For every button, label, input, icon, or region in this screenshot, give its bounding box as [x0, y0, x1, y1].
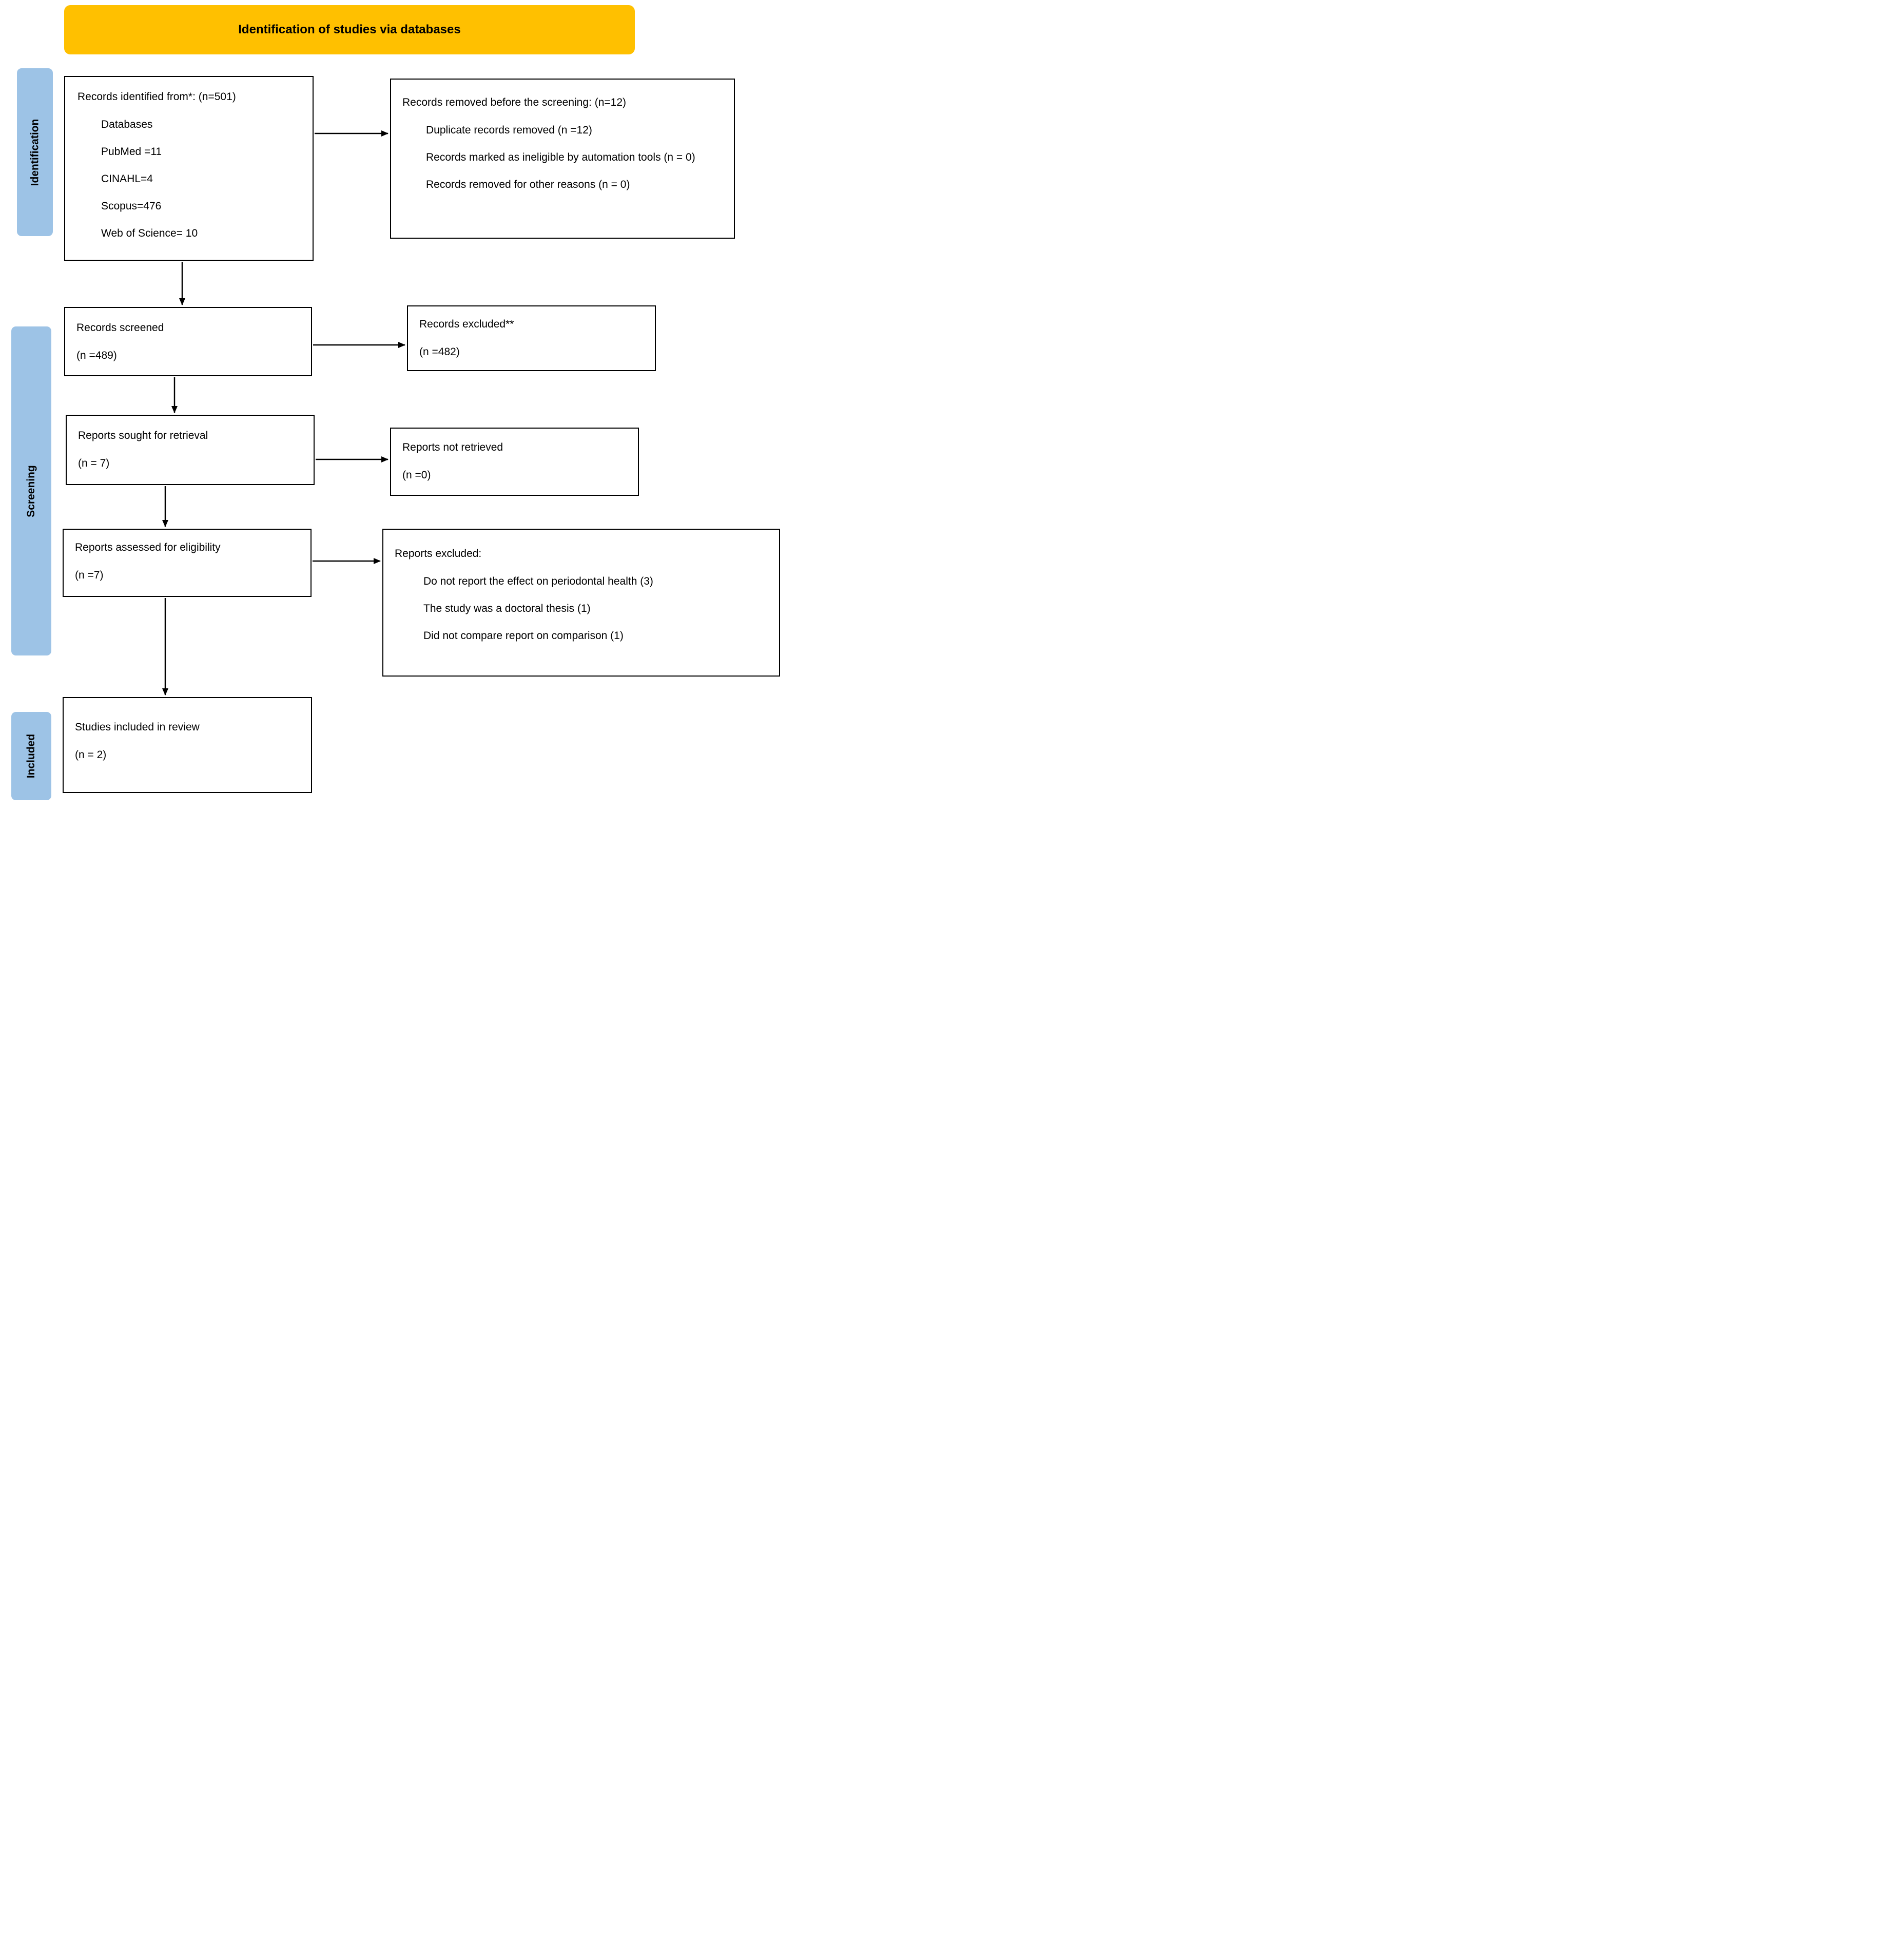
reports-assessed-count: (n =7)	[75, 569, 104, 581]
box-records-excluded	[407, 305, 656, 371]
stage-label-identification	[17, 68, 53, 236]
reports-excluded-item: Do not report the effect on periodontal health (3)	[423, 575, 653, 587]
records-screened-count: (n =489)	[76, 350, 117, 361]
records-identified-item: PubMed =11	[101, 146, 162, 158]
studies-included-count: (n = 2)	[75, 749, 107, 761]
box-reports-not-retrieved	[390, 428, 639, 496]
stage-label-included	[11, 712, 51, 800]
reports-not-retrieved-count: (n =0)	[402, 469, 431, 481]
stage-label-included-text: Included	[25, 734, 37, 779]
stage-label-identification-text: Identification	[29, 119, 41, 186]
studies-included-title: Studies included in review	[75, 721, 200, 733]
box-records-screened	[64, 307, 312, 376]
records-identified-item: CINAHL=4	[101, 173, 153, 185]
records-excluded-title: Records excluded**	[419, 318, 514, 330]
box-reports-assessed	[63, 529, 312, 597]
reports-excluded-title: Reports excluded:	[395, 548, 482, 559]
records-removed-item: Records removed for other reasons (n = 0)	[426, 179, 630, 190]
records-removed-title: Records removed before the screening: (n=12)	[402, 97, 626, 108]
records-identified-title: Records identified from*: (n=501)	[77, 91, 236, 103]
box-studies-included	[63, 697, 312, 793]
reports-assessed-title: Reports assessed for eligibility	[75, 542, 221, 553]
reports-sought-title: Reports sought for retrieval	[78, 430, 208, 441]
box-records-removed	[390, 79, 735, 239]
reports-excluded-item: The study was a doctoral thesis (1)	[423, 603, 591, 614]
box-records-identified	[64, 76, 314, 261]
records-identified-item: Databases	[101, 119, 153, 130]
diagram-title-banner	[64, 5, 635, 54]
reports-excluded-item: Did not compare report on comparison (1)	[423, 630, 624, 642]
records-identified-item: Web of Science= 10	[101, 227, 198, 239]
box-reports-sought	[66, 415, 315, 485]
records-excluded-count: (n =482)	[419, 346, 460, 358]
records-screened-title: Records screened	[76, 322, 164, 334]
reports-not-retrieved-title: Reports not retrieved	[402, 441, 503, 453]
box-reports-excluded	[382, 529, 780, 677]
diagram-title: Identification of studies via databases	[238, 23, 461, 36]
records-removed-item: Records marked as ineligible by automation tools (n = 0)	[426, 151, 695, 163]
records-removed-item: Duplicate records removed (n =12)	[426, 124, 592, 136]
stage-label-screening	[11, 326, 51, 655]
prisma-flow-diagram	[0, 0, 780, 808]
reports-sought-count: (n = 7)	[78, 457, 110, 469]
records-identified-item: Scopus=476	[101, 200, 162, 212]
stage-label-screening-text: Screening	[25, 465, 37, 517]
